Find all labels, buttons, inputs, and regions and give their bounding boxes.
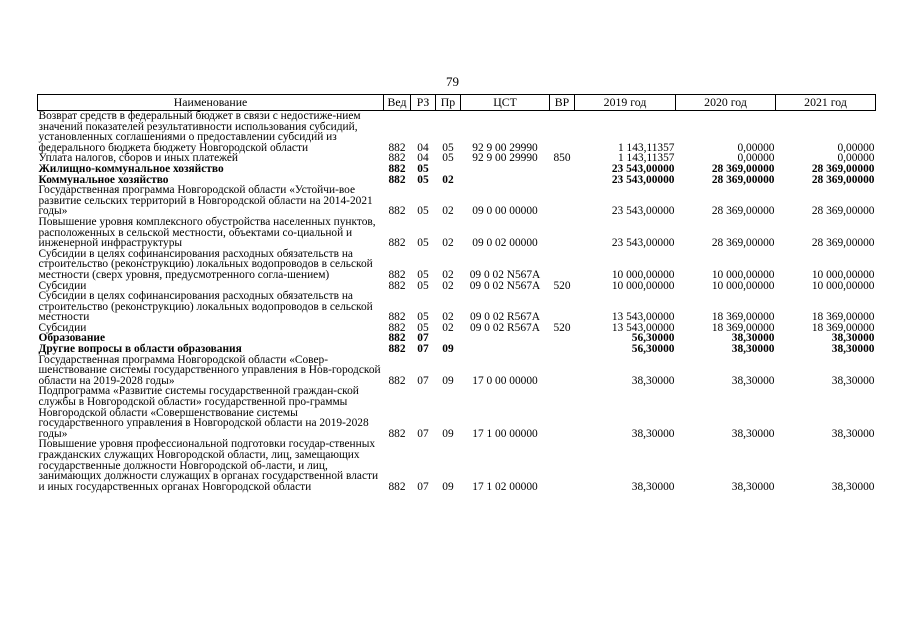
row-pr: [436, 164, 461, 175]
row-pr: 02: [442, 237, 454, 250]
row-ved: 882: [388, 480, 406, 493]
row-ved: 882: [388, 141, 406, 154]
row-rz: 05: [417, 173, 429, 186]
row-pr: 09: [442, 427, 454, 440]
row-value-2019: 56,30000: [631, 332, 675, 345]
row-cst: [461, 164, 550, 175]
row-value-2020: 38,30000: [731, 374, 775, 387]
row-value-2020: 18 369,00000: [711, 321, 775, 334]
row-value-2020: 0,00000: [737, 141, 775, 154]
row-vr: [550, 439, 575, 492]
row-ved: 882: [388, 374, 406, 387]
row-vr: 850: [553, 152, 571, 165]
row-ved: 882: [388, 173, 406, 186]
row-value-2020: 38,30000: [731, 427, 775, 440]
table-row: [38, 291, 876, 323]
row-rz: 05: [417, 237, 429, 250]
header-name: Наименование: [38, 95, 384, 111]
row-cst: 17 0 00 00000: [472, 374, 538, 387]
row-pr: 09: [442, 480, 454, 493]
row-vr: [550, 344, 575, 355]
row-rz: 07: [417, 343, 429, 356]
row-value-2019: 23 543,00000: [611, 237, 675, 250]
row-value-2021: 18 369,00000: [811, 311, 875, 324]
row-vr: [550, 175, 575, 186]
row-vr: 520: [553, 279, 571, 292]
row-vr: [550, 217, 575, 249]
table-row: [38, 217, 876, 249]
row-pr: 09: [442, 374, 454, 387]
row-ved: 882: [388, 162, 406, 175]
row-pr: 09: [442, 343, 454, 356]
row-ved: 882: [388, 427, 406, 440]
row-name: Возврат средств в федеральный бюджет в связи с недостиже-нием значений показателей результативности использования субсидий, установленных соглашениями о предоставлении субсидий из федерального бюджета бюджету Новгородской области: [38, 110, 361, 154]
row-value-2020: 10 000,00000: [711, 268, 775, 281]
row-pr: 02: [442, 268, 454, 281]
row-value-2021: 28 369,00000: [811, 173, 875, 186]
row-vr: [550, 355, 575, 387]
row-vr: [550, 185, 575, 217]
row-value-2019: 1 143,11357: [617, 141, 675, 154]
row-name: Государственная программа Новгородской области «Совер-шенствование системы государственного управления в Нов-городской области на 2019-2028 годы»: [38, 353, 381, 387]
row-value-2019: 38,30000: [631, 480, 675, 493]
row-value-2020: 0,00000: [737, 152, 775, 165]
row-ved: 882: [388, 343, 406, 356]
row-pr: 05: [442, 152, 454, 165]
row-value-2020: 28 369,00000: [711, 173, 775, 186]
row-vr: [550, 333, 575, 344]
row-cst: 09 0 02 00000: [472, 237, 538, 250]
row-value-2021: 10 000,00000: [811, 268, 875, 281]
row-pr: 02: [442, 279, 454, 292]
row-value-2019: 23 543,00000: [611, 173, 675, 186]
row-value-2019: 56,30000: [631, 343, 675, 356]
row-cst: 09 0 02 R567A: [470, 311, 540, 324]
row-value-2020: 28 369,00000: [711, 162, 775, 175]
row-value-2021: 10 000,00000: [811, 279, 875, 292]
row-cst: 09 0 02 N567A: [469, 268, 541, 281]
header-2020: 2020 год: [676, 95, 776, 111]
row-rz: 05: [417, 162, 429, 175]
row-name: Субсидии в целях софинансирования расходных обязательств на строительство (реконструкцию) локальных водопроводов в сельской местности: [38, 290, 373, 324]
header-ved: Вед: [384, 95, 411, 111]
row-value-2021: 38,30000: [831, 343, 875, 356]
row-pr: 05: [442, 141, 454, 154]
row-rz: 04: [417, 152, 429, 165]
row-value-2019: 1 143,11357: [617, 152, 675, 165]
table-row: [38, 386, 876, 439]
budget-table: [37, 94, 876, 492]
row-value-2019: 38,30000: [631, 374, 675, 387]
row-cst: 92 9 00 29990: [472, 152, 538, 165]
header-vr: ВР: [550, 95, 575, 111]
row-rz: 04: [417, 141, 429, 154]
row-value-2021: 0,00000: [837, 141, 875, 154]
row-name: Субсидии: [38, 279, 87, 292]
header-pr: Пр: [436, 95, 461, 111]
row-ved: 882: [388, 311, 406, 324]
row-name: Другие вопросы в области образования: [38, 343, 242, 356]
row-value-2021: 28 369,00000: [811, 205, 875, 218]
row-ved: 882: [388, 332, 406, 345]
row-pr: 02: [442, 205, 454, 218]
row-rz: 07: [417, 332, 429, 345]
row-cst: [461, 344, 550, 355]
row-value-2020: 28 369,00000: [711, 205, 775, 218]
table-row: [38, 185, 876, 217]
row-value-2019: 13 543,00000: [611, 311, 675, 324]
row-ved: 882: [388, 321, 406, 334]
row-value-2019: 10 000,00000: [611, 279, 675, 292]
row-name: Коммунальное хозяйство: [38, 173, 169, 186]
table-row: [38, 439, 876, 492]
header-2019: 2019 год: [575, 95, 676, 111]
row-value-2019: 13 543,00000: [611, 321, 675, 334]
row-name: Субсидии: [38, 321, 87, 334]
row-cst: 17 1 00 00000: [472, 427, 538, 440]
row-ved: 882: [388, 152, 406, 165]
row-value-2021: 38,30000: [831, 332, 875, 345]
row-rz: 07: [417, 480, 429, 493]
page-number: 79: [446, 74, 459, 89]
row-rz: 05: [417, 268, 429, 281]
table-row: [38, 164, 876, 175]
row-pr: 02: [442, 173, 454, 186]
row-value-2021: 38,30000: [831, 480, 875, 493]
row-rz: 07: [417, 374, 429, 387]
row-value-2021: 28 369,00000: [811, 162, 875, 175]
table-row: [38, 111, 876, 154]
row-vr: [550, 386, 575, 439]
table-row: [38, 355, 876, 387]
row-cst: 09 0 02 N567A: [469, 279, 541, 292]
row-value-2020: 10 000,00000: [711, 279, 775, 292]
row-ved: 882: [388, 237, 406, 250]
table-header-row: [38, 95, 876, 111]
row-cst: 09 0 02 R567A: [470, 321, 540, 334]
row-pr: 02: [442, 311, 454, 324]
row-vr: 520: [553, 321, 571, 334]
row-vr: [550, 249, 575, 281]
row-name: Субсидии в целях софинансирования расходных обязательств на строительство (реконструкцию) локальных водопроводов в сельской местности (сверх уровня, предусмотренного согла-шением): [38, 247, 373, 281]
row-value-2019: 10 000,00000: [611, 268, 675, 281]
row-value-2020: 38,30000: [731, 480, 775, 493]
row-name: Уплата налогов, сборов и иных платежей: [38, 152, 238, 165]
row-name: Повышение уровня профессиональной подготовки государ-ственных гражданских служащих Новгородской области, лиц, замещающих государственные должности Новгородской об-ласти, и лиц, занимающих должности служащих в органах государственной власти и иных государственных органах Новгородской области: [38, 438, 379, 493]
row-rz: 05: [417, 205, 429, 218]
row-cst: 92 9 00 29990: [472, 141, 538, 154]
row-value-2020: 38,30000: [731, 343, 775, 356]
row-value-2021: 18 369,00000: [811, 321, 875, 334]
row-value-2019: 23 543,00000: [611, 162, 675, 175]
row-vr: [550, 111, 575, 154]
table-row: [38, 249, 876, 281]
row-value-2020: 28 369,00000: [711, 237, 775, 250]
row-value-2021: 28 369,00000: [811, 237, 875, 250]
row-rz: 05: [417, 279, 429, 292]
row-rz: 07: [417, 427, 429, 440]
row-rz: 05: [417, 311, 429, 324]
row-cst: 09 0 00 00000: [472, 205, 538, 218]
header-rz: РЗ: [411, 95, 436, 111]
row-value-2019: 23 543,00000: [611, 205, 675, 218]
row-cst: [461, 175, 550, 186]
row-value-2021: 0,00000: [837, 152, 875, 165]
row-value-2019: 38,30000: [631, 427, 675, 440]
row-ved: 882: [388, 279, 406, 292]
header-2021: 2021 год: [776, 95, 876, 111]
row-pr: 02: [442, 321, 454, 334]
row-name: Повышение уровня комплексного обустройства населенных пунктов, расположенных в сельской местности, объектами со-циальной и инженерной инфраструктуры: [38, 215, 376, 250]
row-value-2020: 18 369,00000: [711, 311, 775, 324]
row-ved: 882: [388, 205, 406, 218]
row-vr: [550, 164, 575, 175]
row-ved: 882: [388, 268, 406, 281]
row-value-2021: 38,30000: [831, 374, 875, 387]
header-cst: ЦСТ: [461, 95, 550, 111]
row-name: Государственная программа Новгородской области «Устойчи-вое развитие сельских территорий в Новгородской области на 2014-2021 годы»: [38, 184, 373, 218]
row-cst: 17 1 02 00000: [472, 480, 538, 493]
row-value-2021: 38,30000: [831, 427, 875, 440]
row-value-2020: 38,30000: [731, 332, 775, 345]
row-vr: [550, 291, 575, 323]
row-rz: 05: [417, 321, 429, 334]
row-name: Жилищно-коммунальное хозяйство: [38, 162, 224, 175]
row-cst: [461, 333, 550, 344]
row-name: Образование: [38, 332, 106, 345]
row-name: Подпрограмма «Развитие системы государственной граждан-ской службы в Новгородской области» государственной про-граммы Новгородской области «Совершенствование системы государственного управления в Новгородской области на 2019-2028 годы»: [38, 385, 369, 440]
